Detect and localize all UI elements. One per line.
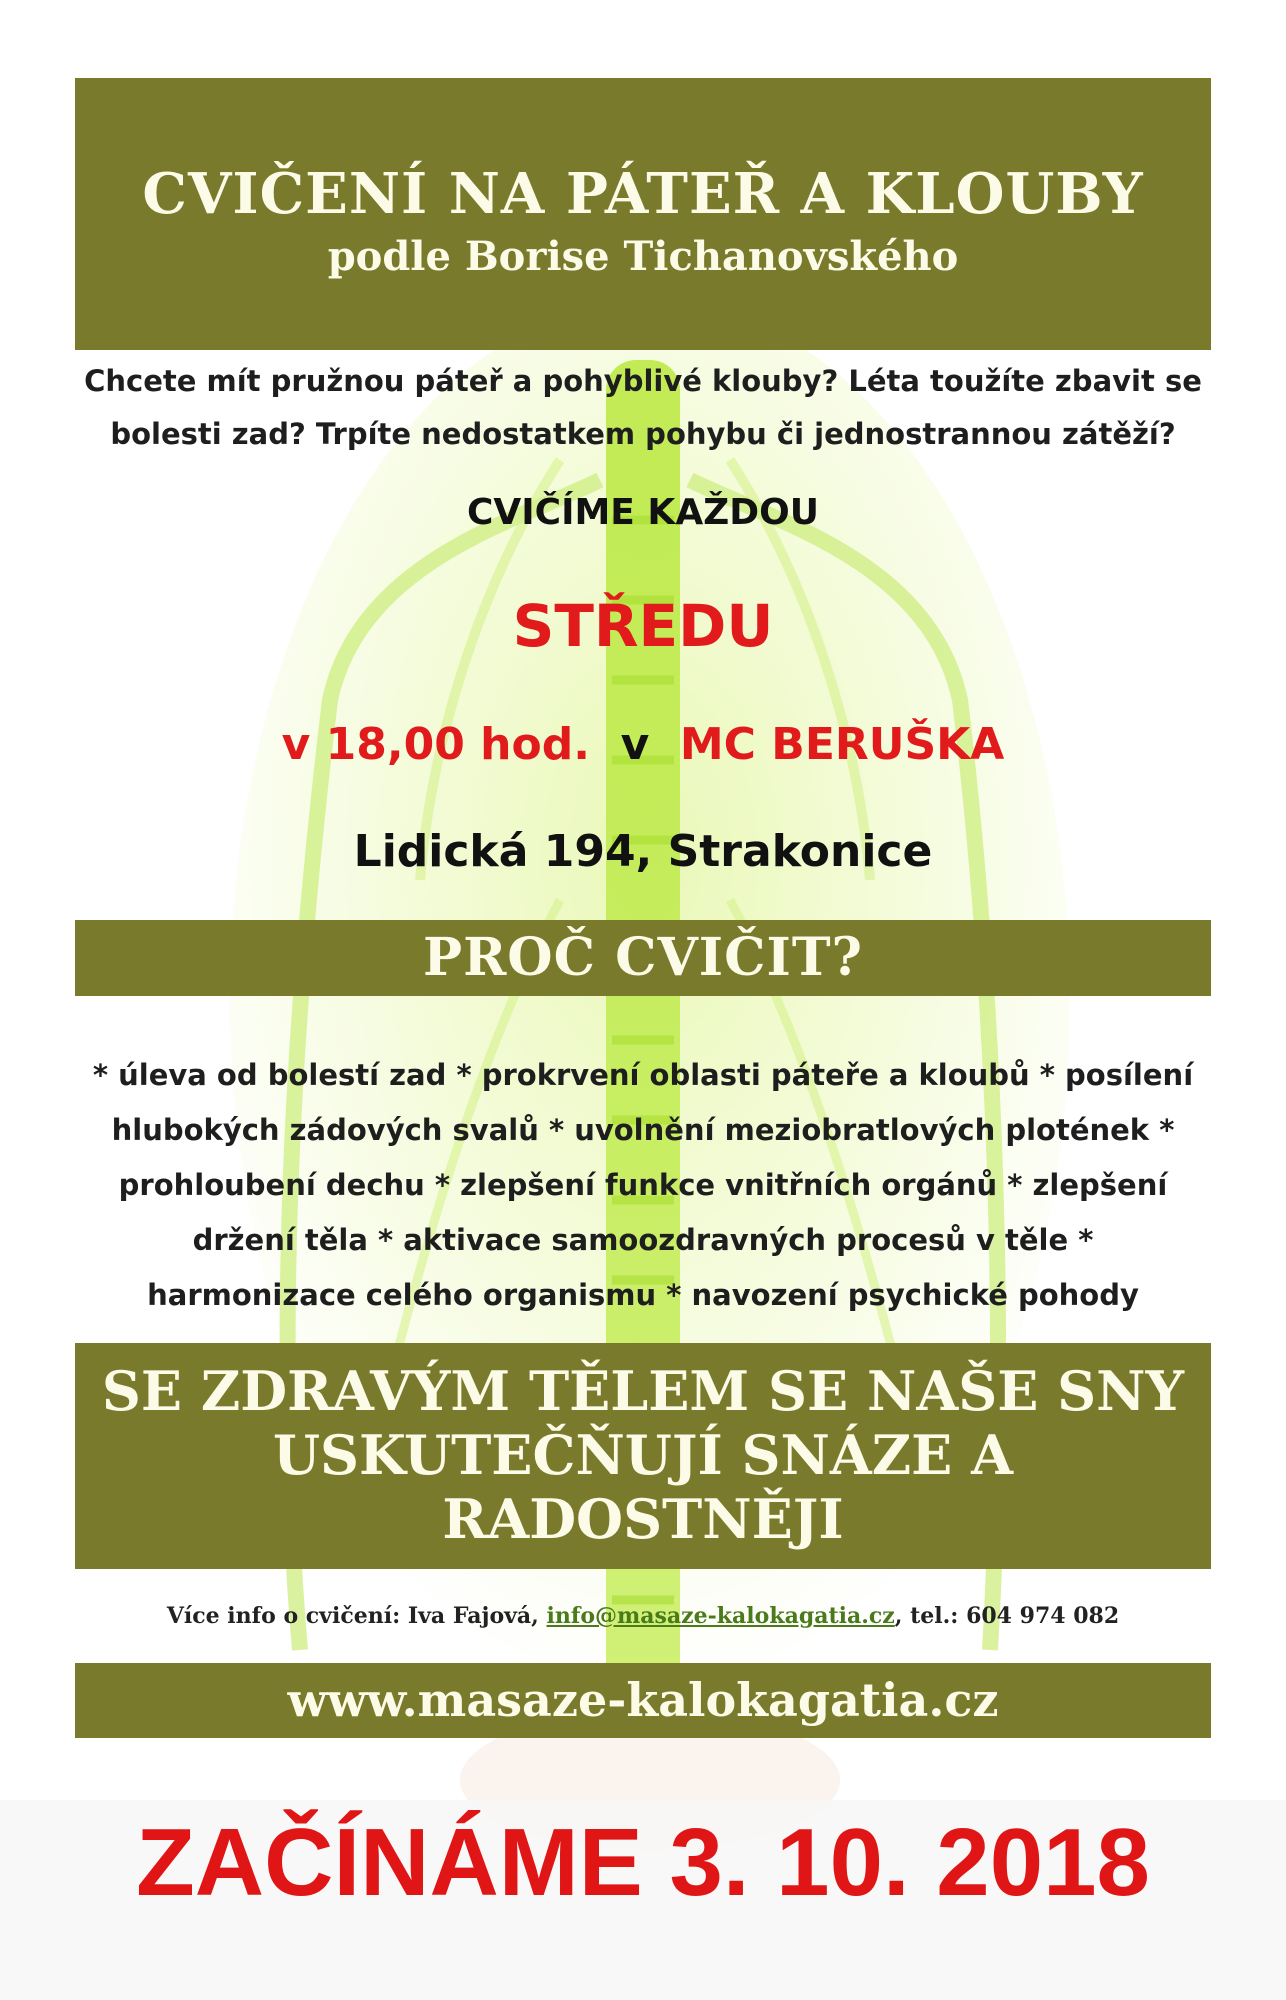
schedule-time-place	[75, 715, 1211, 775]
motto-band: SE ZDRAVÝM TĚLEM SE NAŠE SNY USKUTEČŇUJÍ SNÁZE A RADOSTNĚJI	[75, 1343, 1211, 1569]
page-subtitle: podle Borise Tichanovského	[327, 233, 959, 280]
schedule-in: v	[620, 719, 650, 770]
schedule-day: STŘEDU	[512, 592, 774, 660]
contact-prefix: Více info o cvičení: Iva Fajová,	[166, 1603, 539, 1629]
schedule-every: CVIČÍME KAŽDOU	[466, 492, 820, 533]
why-heading: PROČ CVIČIT?	[75, 920, 1211, 996]
schedule-address: Lidická 194, Strakonice	[353, 826, 933, 877]
benefits-list: * úleva od bolestí zad * prokrvení oblasti páteře a kloubů * posílení hlubokých zádových svalů * uvolnění meziobratlových plotének * prohloubení dechu * zlepšení funkce vnitřních orgánů * zlepšení držení těla * aktivace samoozdravných procesů v těle * harmonizace celého organismu * navození psychické pohody	[92, 1058, 1194, 1312]
page-title: CVIČENÍ NA PÁTEŘ A KLOUBY	[142, 161, 1144, 227]
schedule-place: MC BERUŠKA	[679, 719, 1005, 770]
intro-text: Chcete mít pružnou páteř a pohyblivé klouby? Léta toužíte zbavit se bolesti zad? Trpíte nedostatkem pohybu či jednostrannou zátěží?	[84, 364, 1202, 451]
website-link[interactable]: www.masaze-kalokagatia.cz	[75, 1663, 1211, 1738]
contact-email-link[interactable]: info@masaze-kalokagatia.cz	[546, 1603, 895, 1629]
title-band	[75, 78, 1211, 350]
contact-line	[75, 1596, 1211, 1636]
contact-phone: , tel.: 604 974 082	[894, 1603, 1120, 1629]
start-date-banner: ZAČÍNÁME 3. 10. 2018	[136, 1809, 1150, 1916]
schedule-time: v 18,00 hod.	[281, 719, 590, 770]
